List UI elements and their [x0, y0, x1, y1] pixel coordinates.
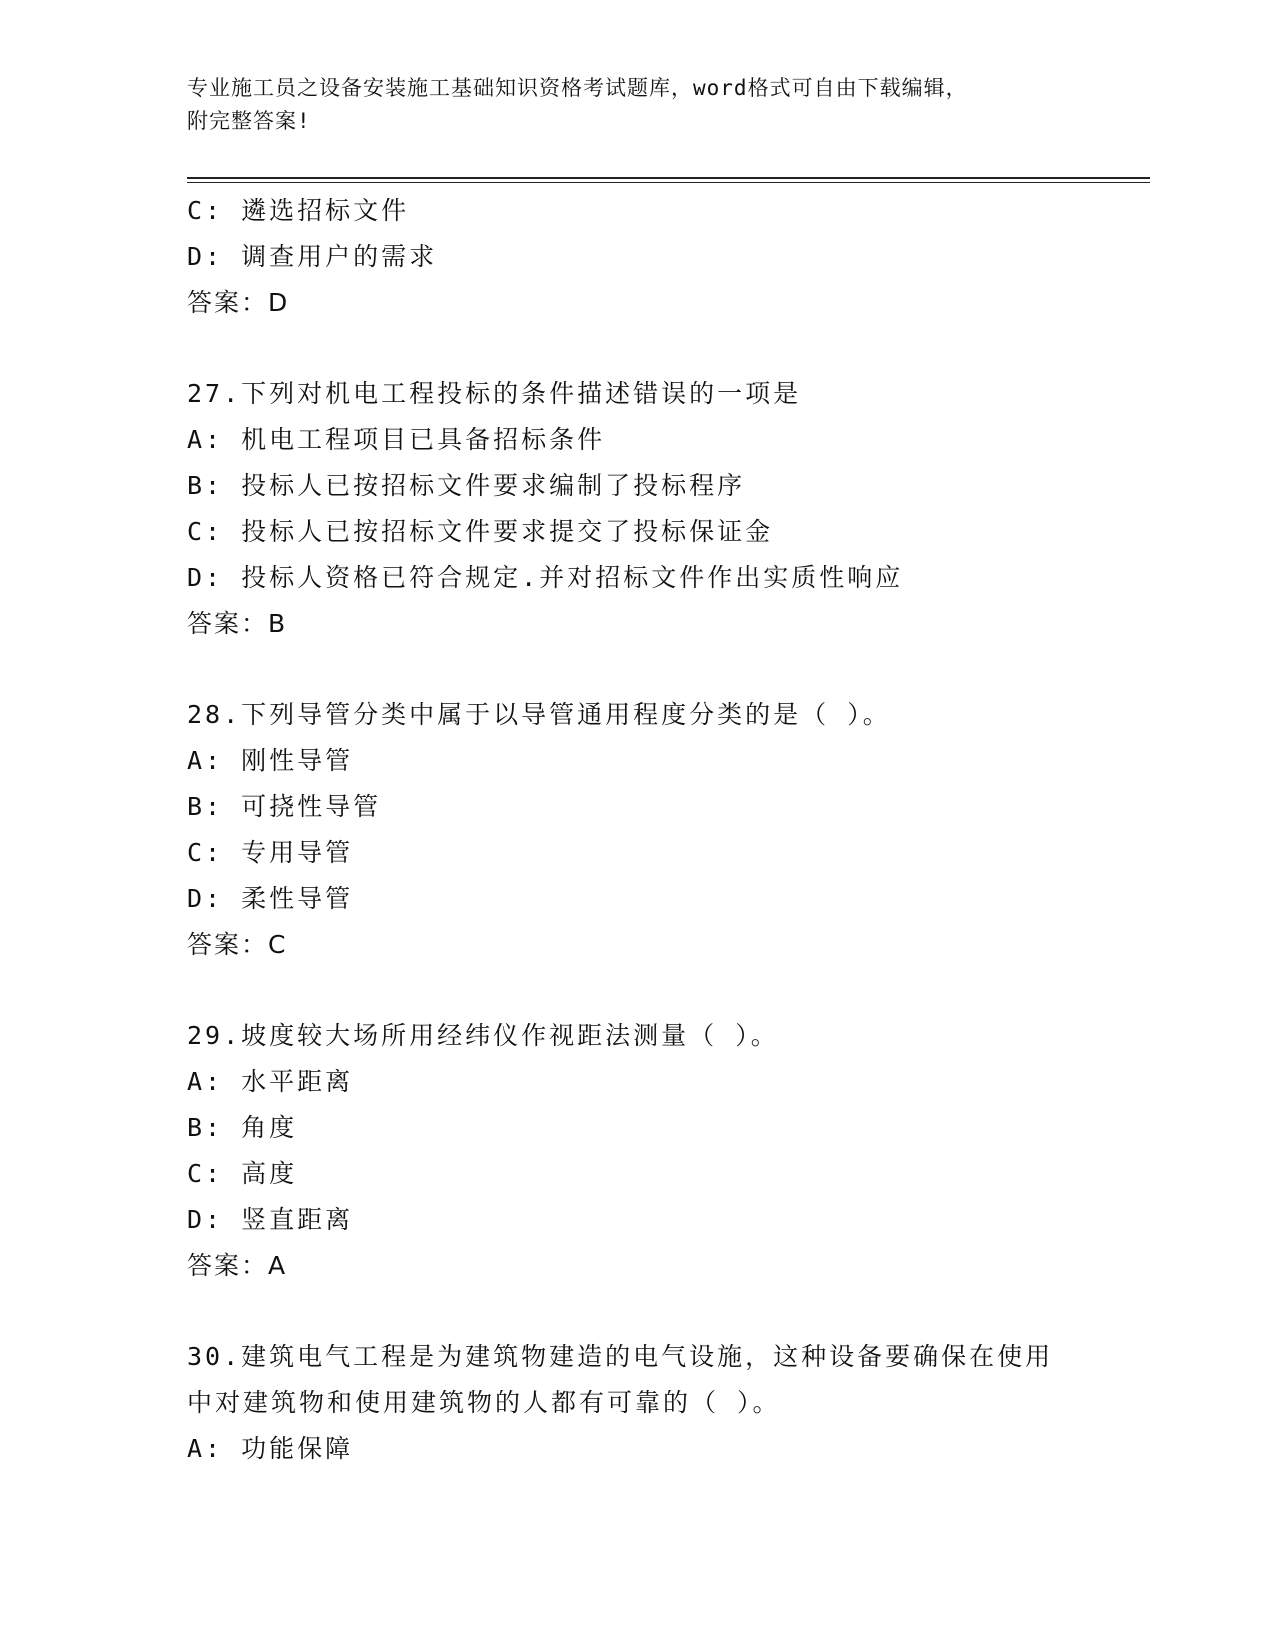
question-27: 27.下列对机电工程投标的条件描述错误的一项是 — [187, 379, 802, 408]
spacer — [187, 647, 1117, 692]
question-content — [187, 188, 1117, 1472]
option-a: A: 机电工程项目已具备招标条件 — [187, 425, 606, 454]
document-header — [187, 72, 1087, 138]
spacer — [187, 326, 1117, 371]
header-line-2: 附完整答案! — [187, 109, 311, 133]
option-a: A: 水平距离 — [187, 1067, 354, 1096]
answer-line: 答案：D — [187, 288, 290, 317]
answer-line: 答案：A — [187, 1251, 288, 1280]
option-b: B: 角度 — [187, 1113, 298, 1142]
option-b: B: 可挠性导管 — [187, 792, 382, 821]
option-c: C: 高度 — [187, 1159, 298, 1188]
option-c: C: 专用导管 — [187, 838, 354, 867]
option-c: C: 投标人已按招标文件要求提交了投标保证金 — [187, 517, 774, 546]
answer-line: 答案：C — [187, 930, 288, 959]
option-b: B: 投标人已按招标文件要求编制了投标程序 — [187, 471, 746, 500]
question-30-line-2: 中对建筑物和使用建筑物的人都有可靠的（ ）。 — [187, 1388, 781, 1417]
question-28: 28.下列导管分类中属于以导管通用程度分类的是（ ）。 — [187, 700, 891, 729]
option-a: A: 刚性导管 — [187, 746, 354, 775]
spacer — [187, 968, 1117, 1013]
option-d: D: 调查用户的需求 — [187, 242, 438, 271]
spacer — [187, 1289, 1117, 1334]
question-30-line-1: 30.建筑电气工程是为建筑物建造的电气设施，这种设备要确保在使用 — [187, 1342, 1054, 1371]
question-29: 29.坡度较大场所用经纬仪作视距法测量（ ）。 — [187, 1021, 779, 1050]
option-c: C: 遴选招标文件 — [187, 196, 410, 225]
answer-line: 答案：B — [187, 609, 288, 638]
option-a: A: 功能保障 — [187, 1434, 354, 1463]
header-divider-thick — [187, 177, 1150, 179]
header-divider-thin — [187, 182, 1150, 183]
option-d: D: 竖直距离 — [187, 1205, 354, 1234]
option-d: D: 投标人资格已符合规定.并对招标文件作出实质性响应 — [187, 563, 904, 592]
header-line-1: 专业施工员之设备安装施工基础知识资格考试题库，word格式可自由下载编辑， — [187, 76, 968, 100]
option-d: D: 柔性导管 — [187, 884, 354, 913]
